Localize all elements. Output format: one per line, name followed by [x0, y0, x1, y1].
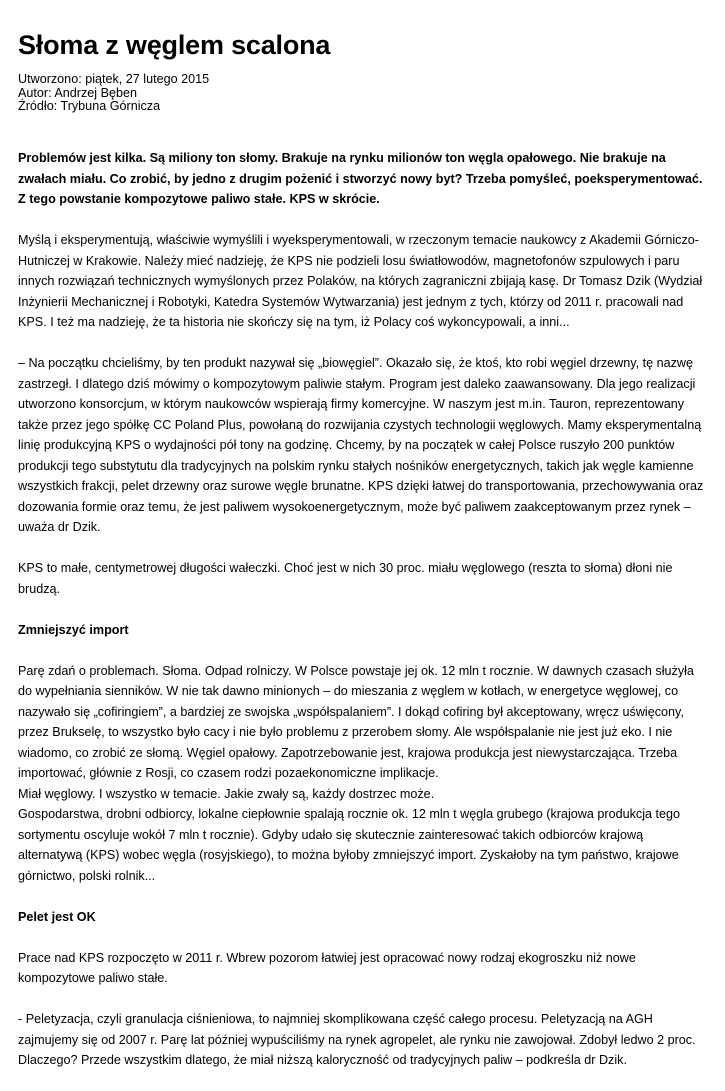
- paragraph: Parę zdań o problemach. Słoma. Odpad rolniczy. W Polsce powstaje jej ok. 12 mln t rocznie. W dawnych czasach służyła do wypełniania sienników. W nie tak dawno minionych – do mieszania z węglem w kotłach, w energetyce węglowej, co nazywało się „cofiringiem”, a bardziej ze swojska „współspalaniem”. I dokąd cofiring był akceptowany, wręcz uświęcony, przez Brukselę, to wszystko było cacy i nie było problemu z przerobem słomy. Ale współspalanie nie jest już eko. I nie wiadomo, co zrobić ze słomą. Węgiel opałowy. Zapotrzebowanie jest, krajowa produkcja jest niewystarczająca. Trzeba importować, głównie z Rosji, co czasem rodzi pozaekonomiczne implikacje.: [18, 663, 694, 780]
- paragraph: Gospodarstwa, drobni odbiorcy, lokalne ciepłownie spalają rocznie ok. 12 mln t węgla grubego (krajowa produkcja tego sortymentu oscyluje wokół 7 mln t rocznie). Gdyby udało się skutecznie zainteresować takich odbiorców krajową alternatywą (KPS) wobec węgla (rosyjskiego), to można byłoby zmniejszyć import. Zyskałoby na tym państwo, krajowe górnictwo, polski rolnik...: [18, 807, 681, 883]
- paragraph: – Na początku chcieliśmy, by ten produkt nazywał się „biowęgiel”. Okazało się, że ktoś, kto robi węgiel drzewny, tę nazwę zastrzegł. I dlatego dziś mówimy o kompozytowym paliwie stałym. Program jest daleko zaawansowany. Dla jego realizacji utworzono konsorcjum, w którym naukowców wspierają firmy komercyjne. W naszym jest m.in. Tauron, reprezentowany także przez jego spółkę CC Poland Plus, powołaną do rozwijania czystych technologii węglowych. Mamy eksperymentalną linię produkcyjną KPS o wydajności pół tony na godzinę. Chcemy, by na początek w całej Polsce ruszyło 200 punktów produkcji tego substytutu dla tradycyjnych na polskim rynku stałych nośników energetycznych, takich jak węgle kamienne wszystkich frakcji, pelet drzewny oraz surowe węgle brunatne. KPS dzięki łatwej do transportowania, przechowywania oraz dozowania formie oraz temu, że jest paliwem wysokoenergetycznym, może być paliwem zaakceptowanym przez rynek – uważa dr Dzik.: [18, 356, 704, 534]
- article-title: Słoma z węglem scalona: [18, 30, 331, 60]
- article-body: [18, 148, 706, 1091]
- paragraph: Miał węglowy. I wszystko w temacie. Jakie zwały są, każdy dostrzec może.: [18, 786, 435, 801]
- created-date: Utworzono: piątek, 27 lutego 2015: [18, 72, 210, 86]
- lead-paragraph: Problemów jest kilka. Są miliony ton słomy. Brakuje na rynku milionów ton węgla opałowego. Nie brakuje na zwałach miału. Co zrobić, by jedno z drugim pożenić i stworzyć nowy byt? Trzeba pomyśleć, poeksperymentować. Z tego powstanie kompozytowe paliwo stałe. KPS w skrócie.: [18, 151, 703, 206]
- paragraph: - Peletyzacja, czyli granulacja ciśnieniowa, to najmniej skomplikowana część całego procesu. Peletyzacją na AGH zajmujemy się od 2007 r. Parę lat później wypuściliśmy na rynek agropelet, ale rynku nie zawojował. Zdobył ledwo 2 proc. Dlaczego? Przede wszystkim dlatego, że miał niższą kaloryczność od tradycyjnych paliw – podkreśla dr Dzik.: [18, 1012, 696, 1067]
- section-heading-import: Zmniejszyć import: [18, 622, 129, 637]
- article-meta: [18, 73, 209, 114]
- source: Źródło: Trybuna Górnicza: [18, 99, 161, 113]
- author: Autor: Andrzej Bęben: [18, 85, 138, 100]
- paragraph: KPS to małe, centymetrowej długości wałeczki. Choć jest w nich 30 proc. miału węglowego (reszta to słoma) dłoni nie brudzą.: [18, 561, 673, 596]
- paragraph: Prace nad KPS rozpoczęto w 2011 r. Wbrew pozorom łatwiej jest opracować nowy rodzaj ekogroszku niż nowe kompozytowe paliwo stałe.: [18, 950, 636, 985]
- section-heading-pelet: Pelet jest OK: [18, 909, 96, 924]
- paragraph: Myślą i eksperymentują, właściwie wymyślili i wyeksperymentowali, w rzeczonym temacie naukowcy z Akademii Górniczo-Hutniczej w Krakowie. Należy mieć nadzieję, że KPS nie podzieli losu światłowodów, magnetofonów szpulowych i paru innych rozwiązań technicznych wymyślonych przez Polaków, na których zagraniczni zbijają kasę. Dr Tomasz Dzik (Wydział Inżynierii Mechanicznej i Robotyki, Katedra Systemów Wytwarzania) jest jednym z tych, którzy od 2011 r. pracowali nad KPS. I też ma nadzieję, że ta historia nie skończy się na tym, iż Polacy coś wykoncypowali, a inni...: [18, 233, 703, 329]
